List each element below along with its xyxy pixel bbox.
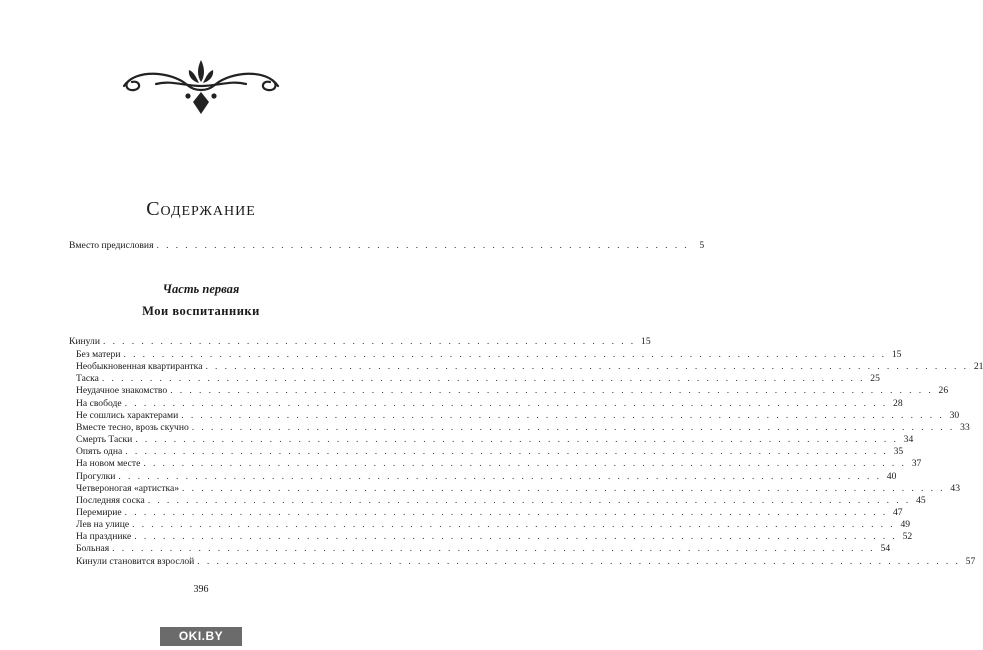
toc-entry-page: 43 bbox=[950, 482, 960, 494]
toc-leader-dots: . . . . . . . . . . . . . . . . . . . . . . . . . . . . . . . . . . . . . . . . . . . . . . . . . . . . . . . . . . . . . . . . . . . . . . . . . . . . . . . . bbox=[143, 458, 907, 470]
toc-leader-dots: . . . . . . . . . . . . . . . . . . . . . . . . . . . . . . . . . . . . . . . . . . . . . . . . . . . . . . . . . . . . . . . . . . . . . . . . . . . . . . . . bbox=[182, 482, 945, 494]
toc-entry[interactable] bbox=[76, 385, 949, 397]
toc-leader-dots: . . . . . . . . . . . . . . . . . . . . . . . . . . . . . . . . . . . . . . . . . . . . . . . . . . . . . . . . . . . . . . . . . . . . . . . . . . . . . . . . bbox=[205, 361, 969, 373]
toc-entry-label: На празднике bbox=[76, 531, 132, 543]
toc-entry-page: 47 bbox=[893, 506, 903, 518]
toc-entry-page: 5 bbox=[699, 240, 705, 251]
toc-entry-page: 57 bbox=[965, 555, 976, 567]
toc-leader-dots: . . . . . . . . . . . . . . . . . . . . . . . . . . . . . . . . . . . . . . . . . . . . . . . . . . . . . . . . . . . . . . . . . . . . . . . . . . . . . . . . bbox=[124, 506, 888, 518]
toc-entry-page: 26 bbox=[938, 385, 949, 397]
toc-entry[interactable] bbox=[76, 409, 960, 422]
toc-entry-page: 49 bbox=[900, 519, 911, 531]
toc-leader-dots: . . . . . . . . . . . . . . . . . . . . . . . . . . . . . . . . . . . . . . . . . . . . . . . . . . . . . . . . bbox=[156, 240, 690, 251]
toc-entry[interactable] bbox=[76, 397, 903, 410]
toc-chapter-entry[interactable] bbox=[69, 336, 651, 348]
toc-leader-dots: . . . . . . . . . . . . . . . . . . . . . . . . . . . . . . . . . . . . . . . . . . . . . . . . . . . . . . . . . . . . . . . . . . . . . . . . . . . . . . . . bbox=[101, 373, 865, 385]
toc-entry-label: Перемирие bbox=[76, 506, 122, 518]
toc-leader-dots: . . . . . . . . . . . . . . . . . . . . . . . . . . . . . . . . . . . . . . . . . . . . . . . . . . . . . . . . . . . . . . . . . . . . . . . . . . . . . . . . bbox=[112, 543, 876, 555]
toc-leader-dots: . . . . . . . . . . . . . . . . . . . . . . . . . . . . . . . . . . . . . . . . . . . . . . . . . . . . . . . . . . . . . . . . . . . . . . . . . . . . . . . . bbox=[124, 397, 888, 409]
toc-entry-page: 45 bbox=[916, 494, 926, 506]
toc-entry[interactable] bbox=[76, 519, 911, 531]
toc-entry-page: 35 bbox=[893, 446, 904, 458]
toc-entry-label: На новом месте bbox=[76, 458, 141, 470]
toc-entry-label: Таска bbox=[76, 373, 99, 385]
toc-entry-label: Смерть Таски bbox=[76, 434, 133, 446]
toc-leader-dots: . . . . . . . . . . . . . . . . . . . . . . . . . . . . . . . . . . . . . . . . . . . . . . . . . . . . . . . . . . . . . . . . . . . . . . . . . . . . . . . . bbox=[123, 349, 887, 360]
toc-title: Содержание bbox=[146, 198, 256, 220]
toc-leader-dots: . . . . . . . . . . . . . . . . . . . . . . . . . . . . . . . . . . . . . . . . . . . . . . . . . . . . . . . . . . . . . . . . . . . . . . . . . . . . . . . . bbox=[118, 470, 882, 482]
toc-leader-dots: . . . . . . . . . . . . . . . . . . . . . . . . . . . . . . . . . . . . . . . . . . . . . . . . . . . . . . . . . . . . . . . . . . . . . . . . . . . . . . . . bbox=[197, 555, 961, 567]
toc-entry[interactable] bbox=[76, 373, 880, 385]
toc-entry[interactable] bbox=[76, 531, 913, 543]
toc-leader-dots: . . . . . . . . . . . . . . . . . . . . . . . . . . . . . . . . . . . . . . . . . . . . . . . . . . . . . . . . bbox=[102, 336, 636, 347]
toc-entry-preface[interactable] bbox=[69, 240, 705, 252]
toc-entry-label: Прогулки bbox=[76, 470, 116, 482]
toc-entry-page: 25 bbox=[870, 373, 880, 385]
part-title: Часть первая bbox=[162, 282, 240, 296]
toc-leader-dots: . . . . . . . . . . . . . . . . . . . . . . . . . . . . . . . . . . . . . . . . . . . . . . . . . . . . . . . . . . . . . . . . . . . . . . . . . . . . . . . . bbox=[147, 494, 911, 506]
toc-leader-dots: . . . . . . . . . . . . . . . . . . . . . . . . . . . . . . . . . . . . . . . . . . . . . . . . . . . . . . . . . . . . . . . . . . . . . . . . . . . . . . . . bbox=[170, 385, 934, 397]
toc-entry[interactable] bbox=[76, 482, 960, 495]
page-number: 396 bbox=[193, 584, 209, 595]
toc-entry[interactable] bbox=[76, 506, 903, 519]
toc-entry-label: Последняя соска bbox=[76, 494, 145, 506]
toc-entry[interactable] bbox=[76, 555, 976, 568]
toc-entry[interactable] bbox=[76, 458, 922, 470]
toc-entry-label: Опять одна bbox=[76, 446, 123, 458]
toc-entry[interactable] bbox=[76, 434, 914, 446]
toc-leader-dots: . . . . . . . . . . . . . . . . . . . . . . . . . . . . . . . . . . . . . . . . . . . . . . . . . . . . . . . . . . . . . . . . . . . . . . . . . . . . . . . . bbox=[134, 531, 898, 543]
toc-entry-page: 40 bbox=[886, 470, 897, 482]
toc-entry-label: Кинули становится взрослой bbox=[76, 555, 195, 567]
floral-ornament-icon bbox=[116, 58, 286, 118]
toc-leader-dots: . . . . . . . . . . . . . . . . . . . . . . . . . . . . . . . . . . . . . . . . . . . . . . . . . . . . . . . . . . . . . . . . . . . . . . . . . . . . . . . . bbox=[191, 421, 955, 433]
toc-entry[interactable] bbox=[76, 494, 926, 507]
toc-entry-label: Вместе тесно, врозь скучно bbox=[76, 421, 189, 433]
toc-entry-page: 34 bbox=[903, 434, 914, 446]
toc-entry-label: Кинули bbox=[69, 336, 100, 347]
toc-leader-dots: . . . . . . . . . . . . . . . . . . . . . . . . . . . . . . . . . . . . . . . . . . . . . . . . . . . . . . . . . . . . . . . . . . . . . . . . . . . . . . . . bbox=[181, 409, 945, 421]
toc-entry-page: 21 bbox=[973, 361, 983, 373]
watermark-logo: OKI.BY bbox=[160, 627, 242, 646]
toc-entry-page: 28 bbox=[893, 397, 903, 409]
toc-entry-label: Необыкновенная квартирантка bbox=[76, 361, 203, 373]
toc-entry-page: 54 bbox=[880, 543, 891, 555]
toc-entry-page: 52 bbox=[902, 531, 913, 543]
toc-entry-page: 33 bbox=[960, 421, 970, 433]
toc-entry-label: Четвероногая «артистка» bbox=[76, 482, 180, 494]
toc-entry-label: Без матери bbox=[76, 349, 121, 360]
toc-entry-page: 15 bbox=[641, 336, 651, 347]
toc-entry[interactable] bbox=[76, 446, 904, 458]
toc-entry-label: Не сошлись характерами bbox=[76, 409, 179, 421]
toc-leader-dots: . . . . . . . . . . . . . . . . . . . . . . . . . . . . . . . . . . . . . . . . . . . . . . . . . . . . . . . . . . . . . . . . . . . . . . . . . . . . . . . . bbox=[125, 446, 889, 458]
section-title: Мои воспитанники bbox=[142, 304, 260, 318]
toc-entry[interactable] bbox=[76, 349, 902, 361]
toc-entry-label: Неудачное знакомство bbox=[76, 385, 168, 397]
toc-entry[interactable] bbox=[76, 361, 983, 373]
toc-entry-label: Вместо предисловия bbox=[69, 240, 154, 251]
toc-entry-label: Больная bbox=[76, 543, 110, 555]
toc-leader-dots: . . . . . . . . . . . . . . . . . . . . . . . . . . . . . . . . . . . . . . . . . . . . . . . . . . . . . . . . . . . . . . . . . . . . . . . . . . . . . . . . bbox=[132, 519, 896, 531]
toc-entry[interactable] bbox=[76, 543, 891, 555]
toc-leader-dots: . . . . . . . . . . . . . . . . . . . . . . . . . . . . . . . . . . . . . . . . . . . . . . . . . . . . . . . . . . . . . . . . . . . . . . . . . . . . . . . . bbox=[135, 434, 899, 446]
toc-entry[interactable] bbox=[76, 470, 897, 483]
toc-entry-page: 30 bbox=[949, 409, 960, 421]
toc-entry-page: 37 bbox=[911, 458, 922, 470]
toc-entry-page: 15 bbox=[891, 349, 902, 360]
toc-entry-label: Лев на улице bbox=[76, 519, 130, 531]
toc-entry[interactable] bbox=[76, 421, 970, 434]
toc-entry-label: На свободе bbox=[76, 397, 122, 409]
